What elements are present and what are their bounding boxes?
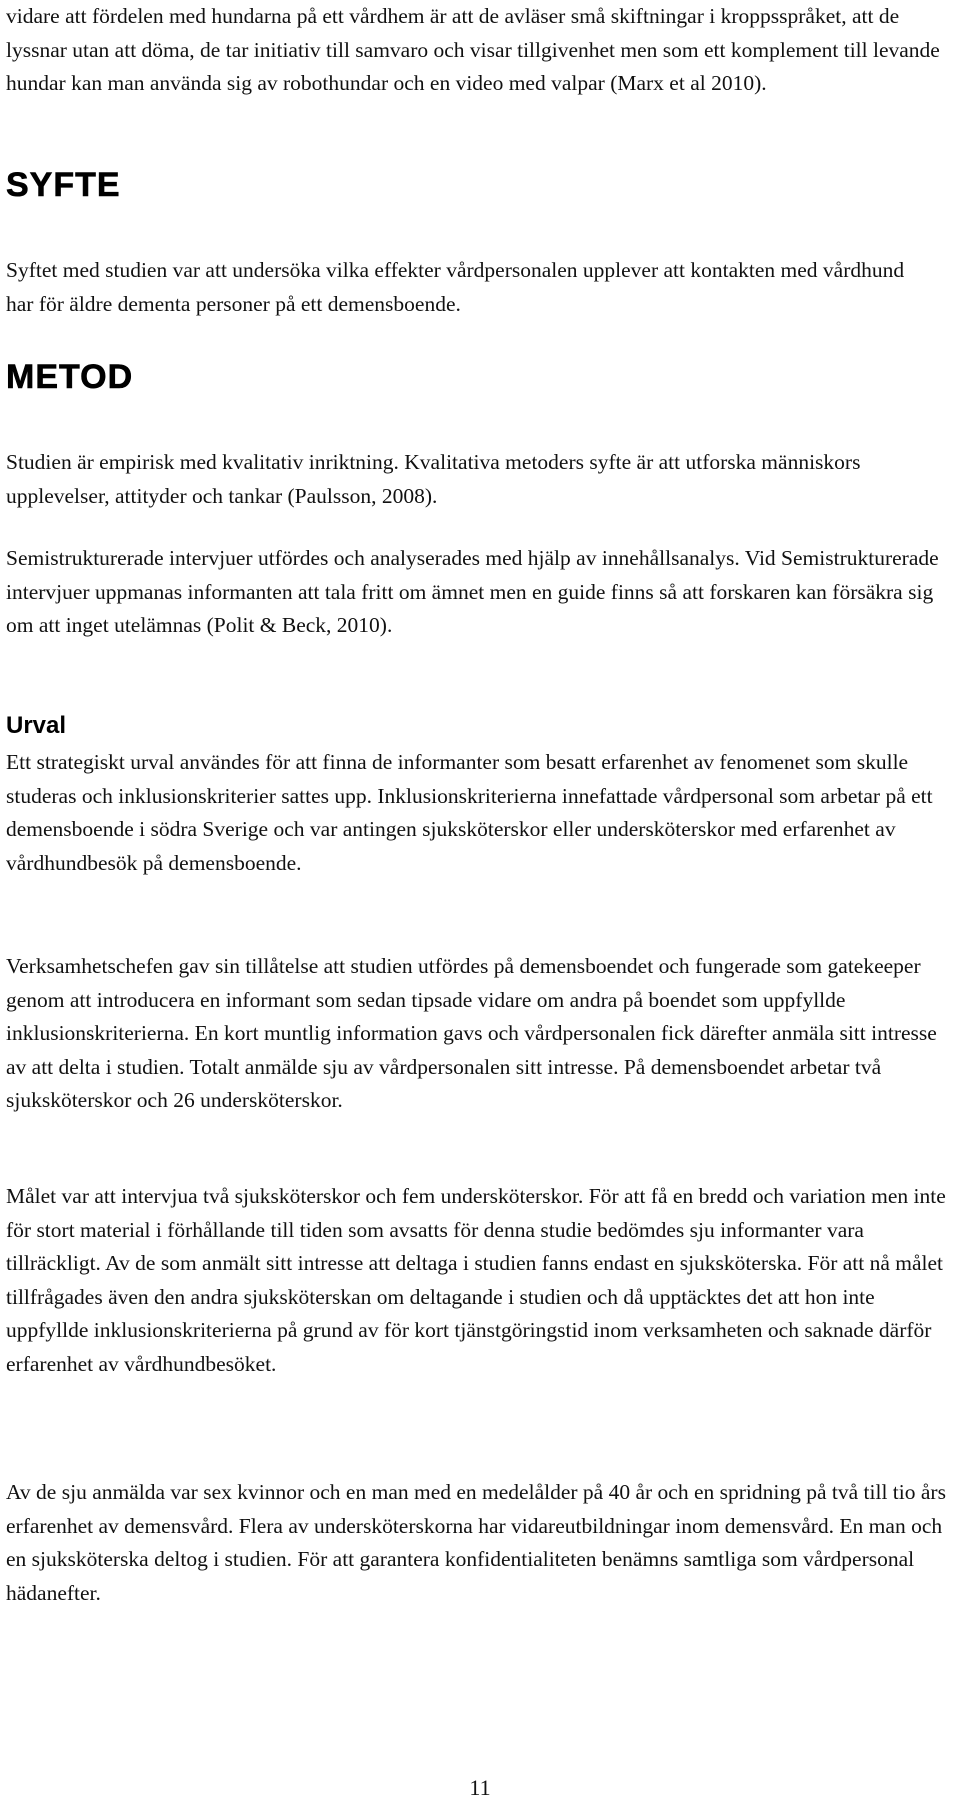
paragraph-urval-3: Målet var att intervjua två sjuksköterskor och fem undersköterskor. För att få en bredd och variation men inte för stort material i förhållande till tiden som avsatts för denna studie bedömdes sju informanter vara tillräckligt. Av de som anmält sitt intresse att deltaga i studien fanns endast en sjuksköterska. För att nå målet tillfrågades även den andra sjuksköterskan om deltagande i studien och då upptäcktes det att hon inte uppfyllde inklusionskriterierna på grund av för kort tjänstgöringstid inom verksamheten och saknade därför erfarenhet av vårdhundbesöket. bbox=[6, 1184, 946, 1376]
paragraph-metod-1: Studien är empirisk med kvalitativ inriktning. Kvalitativa metoders syfte är att utforska människors upplevelser, attityder och tankar (Paulsson, 2008). bbox=[6, 450, 861, 508]
page-number: 11 bbox=[469, 1775, 491, 1800]
heading-syfte: SYFTE bbox=[6, 166, 121, 204]
paragraph-urval-2: Verksamhetschefen gav sin tillåtelse att studien utfördes på demensboendet och fungerade som gatekeeper genom att introducera en informant som sedan tipsade vidare om andra på boendet som uppfyllde inklusionskriterierna. En kort muntlig information gavs och vårdpersonalen fick därefter anmäla sitt intresse av att delta i studien. Totalt anmälde sju av vårdpersonalen sitt intresse. På demensboendet arbetar två sjuksköterskor och 26 undersköterskor. bbox=[6, 954, 937, 1112]
paragraph-urval-4: Av de sju anmälda var sex kvinnor och en man med en medelålder på 40 år och en spridning på två till tio års erfarenhet av demensvård. Flera av undersköterskorna har vidareutbildningar inom demensvård. En man och en sjuksköterska deltog i studien. För att garantera konfidentialiteten benämns samtliga som vårdpersonal hädanefter. bbox=[6, 1480, 946, 1605]
paragraph-metod-2: Semistrukturerade intervjuer utfördes och analyserades med hjälp av innehållsanalys. Vid Semistrukturerade intervjuer uppmanas informanten att tala fritt om ämnet men en guide finns så att forskaren kan försäkra sig om att inget utelämnas (Polit & Beck, 2010). bbox=[6, 546, 939, 637]
paragraph-urval-1: Ett strategiskt urval användes för att finna de informanter som besatt erfarenhet av fenomenet som skulle studeras och inklusionskriterier sattes upp. Inklusionskriterierna innefattade vårdpersonal som arbetar på ett demensboende i södra Sverige och var antingen sjuksköterskor eller undersköterskor med erfarenhet av vårdhundbesök på demensboende. bbox=[6, 750, 933, 875]
heading-metod: METOD bbox=[6, 358, 134, 396]
paragraph-syfte: Syftet med studien var att undersöka vilka effekter vårdpersonalen upplever att kontakten med vårdhund har för äldre dementa personer på ett demensboende. bbox=[6, 258, 905, 316]
paragraph-intro: vidare att fördelen med hundarna på ett vårdhem är att de avläser små skiftningar i kroppsspråket, att de lyssnar utan att döma, de tar initiativ till samvaro och visar tillgivenhet men som ett komplement till levande hundar kan man använda sig av robothundar och en video med valpar (Marx et al 2010). bbox=[6, 4, 940, 95]
heading-urval: Urval bbox=[6, 712, 67, 739]
